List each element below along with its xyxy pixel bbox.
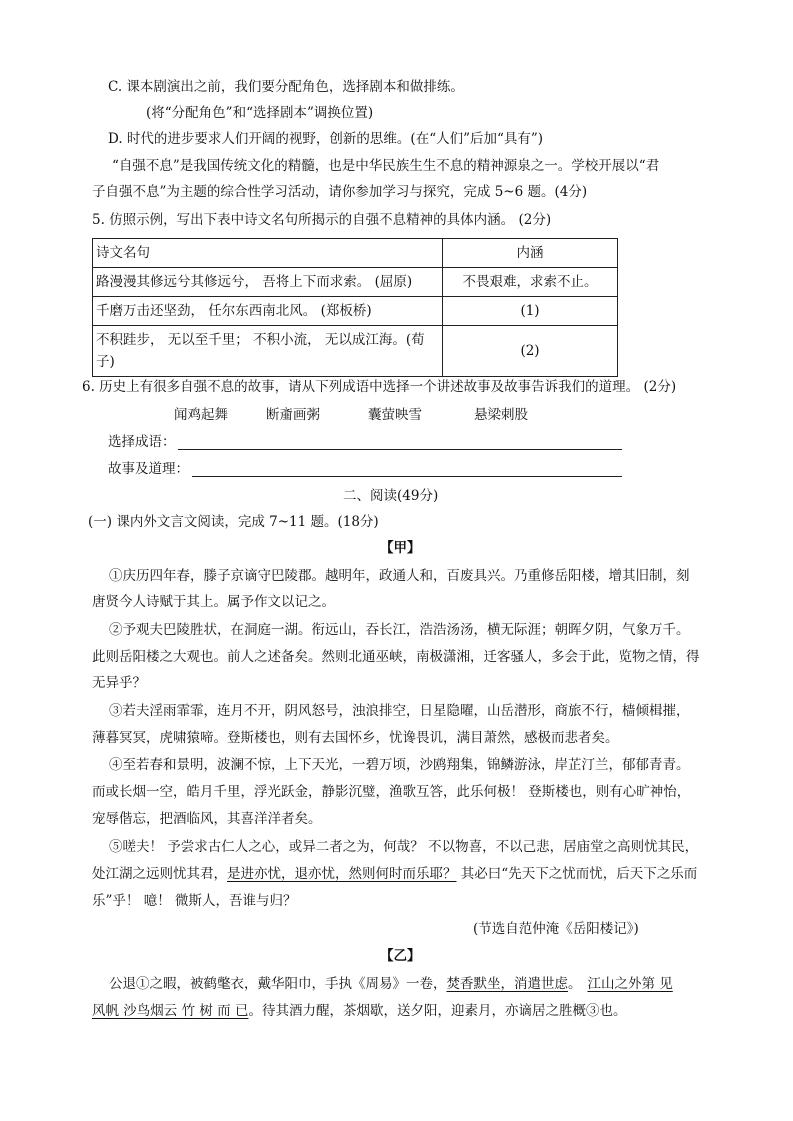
idiom-1: 闻鸡起舞: [174, 407, 228, 423]
choose-idiom-blank[interactable]: [178, 449, 622, 450]
yi-l1-c: 。: [568, 976, 582, 992]
option-c-note: (将“分配角色”和“选择剧本”调换位置): [146, 105, 374, 121]
jia-p5-l2-c: 其必曰“先天下之忧而忧，后天下之乐而: [456, 866, 698, 882]
jia-p2-l3: 无异乎？: [92, 675, 146, 691]
header-quote: 诗文名句: [93, 239, 443, 268]
idiom-3: 囊萤映雪: [368, 407, 422, 423]
table-row: [93, 326, 618, 377]
yi-l2: [92, 1001, 626, 1021]
yi-underlined-3: 风帆 沙鸟烟云 竹 树 而 已: [92, 1003, 249, 1019]
yi-underlined-1: 焚香默坐，消遣世虑: [446, 976, 568, 992]
table-row: [93, 297, 618, 326]
table-row: [93, 268, 618, 297]
q6-prompt: 6. 历史上有很多自强不息的故事，请从下列成语中选择一个讲述故事及故事告诉我们的道理。 (2分): [82, 379, 677, 395]
jia-p4-l1: ④至若春和景明，波澜不惊，上下天光，一碧万顷，沙鸥翔集，锦鳞游泳，岸芷汀兰，郁郁青青。: [109, 757, 690, 773]
story-label: 故事及道理：: [108, 461, 189, 477]
jia-p5-underlined: 是进亦忧，退亦忧，然则何时而乐耶？: [227, 866, 457, 882]
jia-p1-l1: ①庆历四年春，滕子京谪守巴陵郡。越明年，政通人和，百废具兴。乃重修岳阳楼，增其旧制，刻: [109, 568, 690, 584]
jia-p3-l2: 薄暮冥冥，虎啸猿啼。登斯楼也，则有去国怀乡，忧谗畏讥，满目萧然，感极而悲者矣。: [92, 730, 619, 746]
q5-prompt: 5. 仿照示例，写出下表中诗文名句所揭示的自强不息精神的具体内涵。 (2分): [92, 212, 552, 228]
row-quote: 千磨万击还坚劲， 任尔东西南北风。 (郑板桥): [93, 297, 443, 326]
answer-slot-2[interactable]: (2): [443, 326, 618, 377]
q5-table: [92, 238, 618, 377]
subsection-1: (一) 课内外文言文阅读，完成 7~11 题。(18分): [88, 514, 379, 530]
row-quote-line-2: 子): [96, 354, 115, 370]
jia-p5-l2: [92, 864, 697, 884]
jia-heading: 【甲】: [380, 540, 421, 556]
jia-p1-l2: 唐贤今人诗赋于其上。属予作文以记之。: [92, 594, 335, 610]
jia-p5-l1: ⑤嗟夫！ 予尝求古仁人之心，或异二者之为，何哉？ 不以物喜，不以己悲，居庙堂之高则忧其民，: [109, 839, 699, 855]
jia-source: (节选自范仲淹《岳阳楼记》): [473, 921, 639, 937]
jia-p4-l2: 而或长烟一空，皓月千里，浮光跃金，静影沉璧，渔歌互答，此乐何极！ 登斯楼也，则有心旷神怡，: [92, 784, 691, 800]
yi-l1: [109, 974, 673, 994]
intro-line-2: 子自强不息”为主题的综合性学习活动，请你参加学习与探究，完成 5~6 题。(4分): [92, 184, 588, 200]
yi-l2-b: 。待其酒力醒，茶烟歇，送夕阳，迎素月，亦谪居之胜概③也。: [248, 1003, 627, 1019]
story-blank[interactable]: [192, 476, 622, 477]
yi-heading: 【乙】: [380, 948, 421, 964]
row-meaning: 不畏艰难，求索不止。: [443, 268, 618, 297]
yi-l1-a: 公退①之暇，被鹤氅衣，戴华阳巾，手执《周易》一卷，: [109, 976, 447, 992]
yi-underlined-2: 江山之外第 见: [587, 976, 673, 992]
jia-p3-l1: ③若夫淫雨霏霏，连月不开，阴风怒号，浊浪排空，日星隐曜，山岳潜形，商旅不行，樯倾楫摧，: [109, 703, 690, 719]
section-title: 二、阅读(49分): [343, 488, 439, 504]
option-d: D. 时代的进步要求人们开阔的视野，创新的思维。(在“人们”后加“具有”): [108, 131, 544, 147]
row-quote: [93, 326, 443, 377]
row-quote-line-1: 不积跬步， 无以至千里； 不积小流， 无以成江海。(荀: [96, 332, 425, 348]
jia-p5-l2-a: 处江湖之远则忧其君，: [92, 866, 227, 882]
jia-p2-l1: ②予观夫巴陵胜状，在洞庭一湖。衔远山，吞长江，浩浩汤汤，横无际涯；朝晖夕阴，气象万千。: [109, 622, 690, 638]
header-meaning: 内涵: [443, 239, 618, 268]
table-header-row: [93, 239, 618, 268]
jia-p2-l2: 此则岳阳楼之大观也。前人之述备矣。然则北通巫峡，南极潇湘，迁客骚人，多会于此，览物之情，得: [92, 649, 700, 665]
jia-p5-l3: 乐”乎！ 噫！ 微斯人，吾谁与归？: [92, 893, 297, 909]
row-quote: 路漫漫其修远兮其修远兮， 吾将上下而求索。 (屈原): [93, 268, 443, 297]
idiom-2: 断齑画粥: [266, 407, 320, 423]
idiom-4: 悬梁刺股: [474, 407, 528, 423]
intro-line-1: “自强不息”是我国传统文化的精髓，也是中华民族生生不息的精神源泉之一。学校开展以“君: [112, 158, 660, 174]
option-c: C. 课本剧演出之前，我们要分配角色，选择剧本和做排练。: [108, 79, 464, 95]
answer-slot-1[interactable]: (1): [443, 297, 618, 326]
jia-p4-l3: 宠辱偕忘，把酒临风，其喜洋洋者矣。: [92, 811, 322, 827]
choose-idiom-label: 选择成语：: [108, 434, 176, 450]
